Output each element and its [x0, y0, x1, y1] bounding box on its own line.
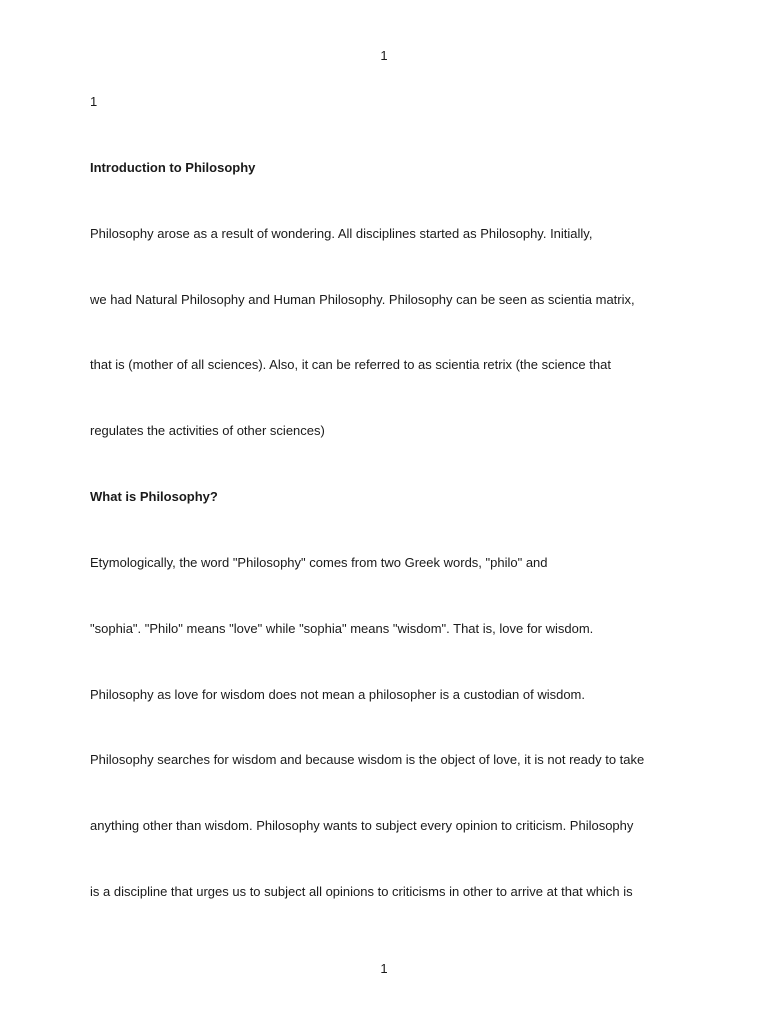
top-number: 1 — [90, 94, 98, 109]
section-line-6: is a discipline that urges us to subject all opinions to criticisms in other to arrive at that which is — [90, 884, 633, 899]
document-title: Introduction to Philosophy — [90, 160, 256, 175]
intro-line-1: Philosophy arose as a result of wondering. All disciplines started as Philosophy. Initially, — [90, 226, 593, 241]
intro-line-2: we had Natural Philosophy and Human Philosophy. Philosophy can be seen as scientia matrix, — [90, 292, 635, 307]
intro-line-3: that is (mother of all sciences). Also, it can be referred to as scientia retrix (the science that — [90, 357, 611, 372]
section-heading: What is Philosophy? — [90, 489, 218, 504]
section-line-2: "sophia". "Philo" means "love" while "sophia" means "wisdom". That is, love for wisdom. — [90, 621, 594, 636]
footer-page-number: 1 — [380, 961, 388, 976]
section-line-5: anything other than wisdom. Philosophy wants to subject every opinion to criticism. Philosophy — [90, 818, 634, 833]
section-line-1: Etymologically, the word "Philosophy" comes from two Greek words, "philo" and — [90, 555, 548, 570]
section-line-4: Philosophy searches for wisdom and because wisdom is the object of love, it is not ready to take — [90, 752, 645, 767]
header-page-number: 1 — [380, 48, 388, 63]
intro-line-4: regulates the activities of other sciences) — [90, 423, 325, 438]
section-line-3: Philosophy as love for wisdom does not mean a philosopher is a custodian of wisdom. — [90, 687, 585, 702]
